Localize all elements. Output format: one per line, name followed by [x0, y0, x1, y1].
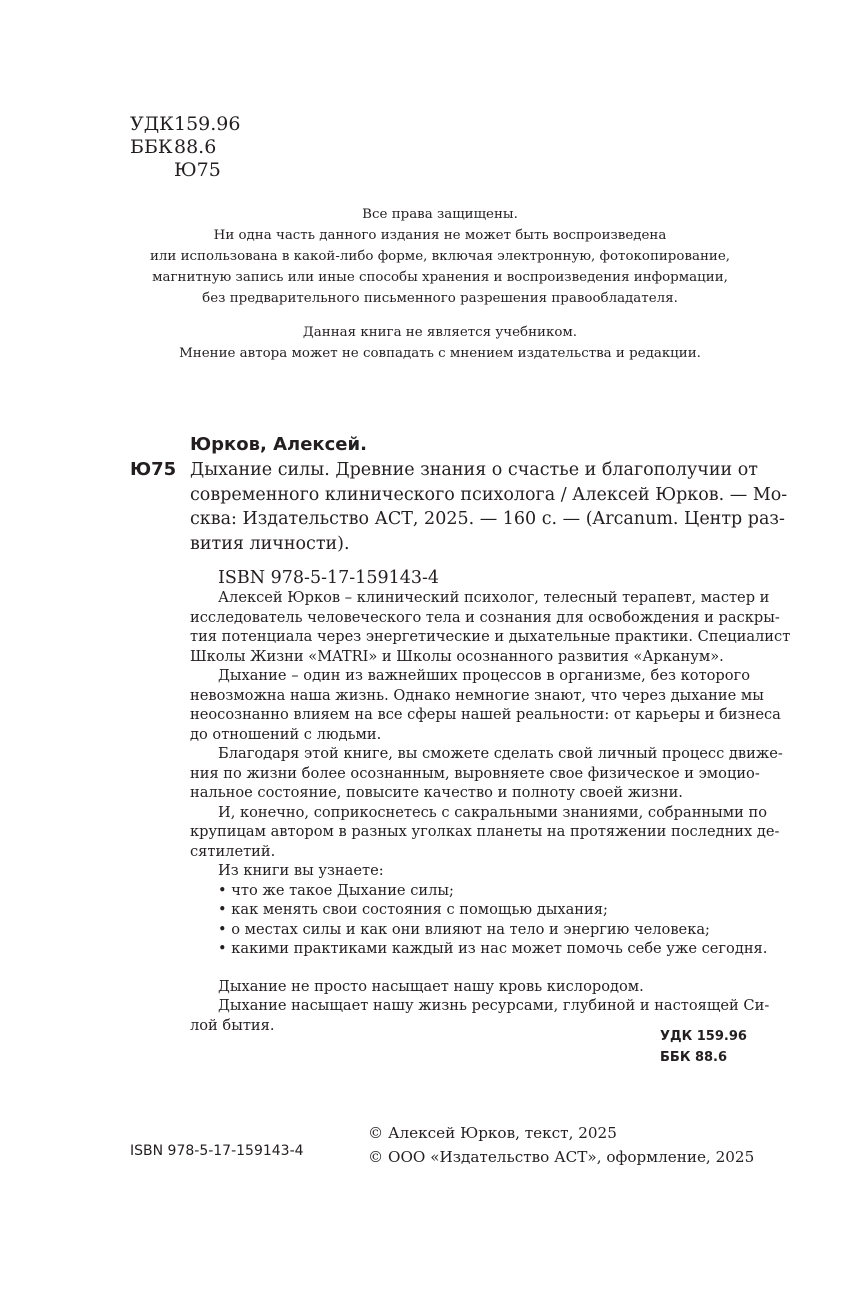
annotation-line: сятилетий.: [190, 842, 276, 860]
list-item: • какими практиками каждый из нас может помочь себе уже сегодня.: [218, 940, 768, 957]
bbk-label: ББК: [130, 136, 173, 158]
description-line: вития личности).: [190, 533, 350, 554]
list-intro: Из книги вы узнаете:: [218, 862, 384, 879]
annotation-line: ния по жизни более осознанным, выровняете свое физическое и эмоцио-: [190, 764, 760, 782]
disclaimer-line: Мнение автора может не совпадать с мнением издательства и редакции.: [179, 346, 701, 361]
list-item: • о местах силы и как они влияют на тело и энергию человека;: [218, 920, 710, 938]
description-line: Дыхание силы. Древние знания о счастье и благополучии от: [190, 460, 758, 480]
rights-line: Ни одна часть данного издания не может быть воспроизведена: [213, 228, 667, 243]
disclaimer-line: Данная книга не является учебником.: [302, 325, 578, 340]
annotation-line: невозможна наша жизнь. Однако немногие знают, что через дыхание мы: [190, 686, 764, 704]
udk-code: УДК 159.96: [660, 1029, 747, 1044]
isbn: ISBN 978-5-17-159143-4: [218, 568, 440, 588]
annotation-line: Благодаря этой книге, вы сможете сделать свой личный процесс движе-: [218, 745, 783, 762]
author-mark: Ю75: [174, 159, 221, 181]
annotation-line: исследователь человеческого тела и сознания для освобождения и раскры-: [190, 608, 780, 626]
copyright-block: [368, 1121, 754, 1169]
rights-notice: [130, 204, 750, 309]
annotation-line: крупицам автором в разных уголках планеты на протяжении последних де-: [190, 823, 780, 840]
annotation-line: лой бытия.: [190, 1016, 275, 1034]
classification-block: [130, 113, 240, 182]
rights-line: или использована в какой-либо форме, включая электронную, фотокопирование,: [149, 249, 730, 264]
annotation-line: Школы Жизни «MATRI» и Школы осознанного развития «Арканум».: [190, 647, 724, 665]
copyright-text: © Алексей Юрков, текст, 2025: [368, 1124, 617, 1142]
list-item: • что же такое Дыхание силы;: [218, 881, 454, 899]
description-line: современного клинического психолога / Алексей Юрков. — Мо-: [190, 484, 788, 505]
annotation-line: до отношений с людьми.: [190, 725, 382, 743]
author-code: Ю75: [130, 459, 177, 480]
list-item: • как менять свои состояния с помощью дыхания;: [218, 901, 608, 918]
annotation-line: неосознанно влияем на все сферы нашей реальности: от карьеры и бизнеса: [190, 706, 781, 723]
copyright-design: © ООО «Издательство АСТ», оформление, 2025: [368, 1148, 755, 1166]
rights-line: Все права защищены.: [362, 207, 518, 222]
annotation-line: Дыхание – один из важнейших процессов в организме, без которого: [218, 667, 750, 684]
bbk-value: 88.6: [174, 136, 217, 158]
description-line: сква: Издательство АСТ, 2025. — 160 с. — (Arcanum. Центр раз-: [190, 509, 785, 529]
rights-line: без предварительного письменного разрешения правообладателя.: [202, 291, 678, 306]
udk-value: 159.96: [174, 113, 241, 135]
index-codes: [660, 1026, 747, 1068]
annotation-line: Дыхание насыщает нашу жизнь ресурсами, глубиной и настоящей Си-: [218, 997, 770, 1014]
annotation-line: И, конечно, соприкоснетесь с сакральными знаниями, собранными по: [218, 803, 767, 821]
footer-isbn: ISBN 978-5-17-159143-4: [130, 1143, 304, 1159]
annotation: [190, 588, 791, 1035]
udk-label: УДК: [130, 113, 174, 135]
spacer: [190, 959, 750, 977]
annotation-line: нальное состояние, повысите качество и полноту своей жизни.: [190, 784, 683, 801]
annotation-line: Алексей Юрков – клинический психолог, телесный терапевт, мастер и: [218, 589, 770, 606]
udk-row: [130, 113, 240, 136]
rights-line: магнитную запись или иные способы хранения и воспроизведения информации,: [152, 270, 728, 285]
bbk-code: ББК 88.6: [660, 1050, 728, 1065]
annotation-line: Дыхание не просто насыщает нашу кровь кислородом.: [218, 977, 644, 995]
bbk-row: [130, 136, 240, 159]
bibliographic-description: [190, 458, 788, 591]
annotation-line: тия потенциала через энергетические и дыхательные практики. Специалист: [190, 628, 791, 645]
disclaimer: [130, 322, 750, 364]
author-name: Юрков, Алексей.: [190, 434, 367, 455]
